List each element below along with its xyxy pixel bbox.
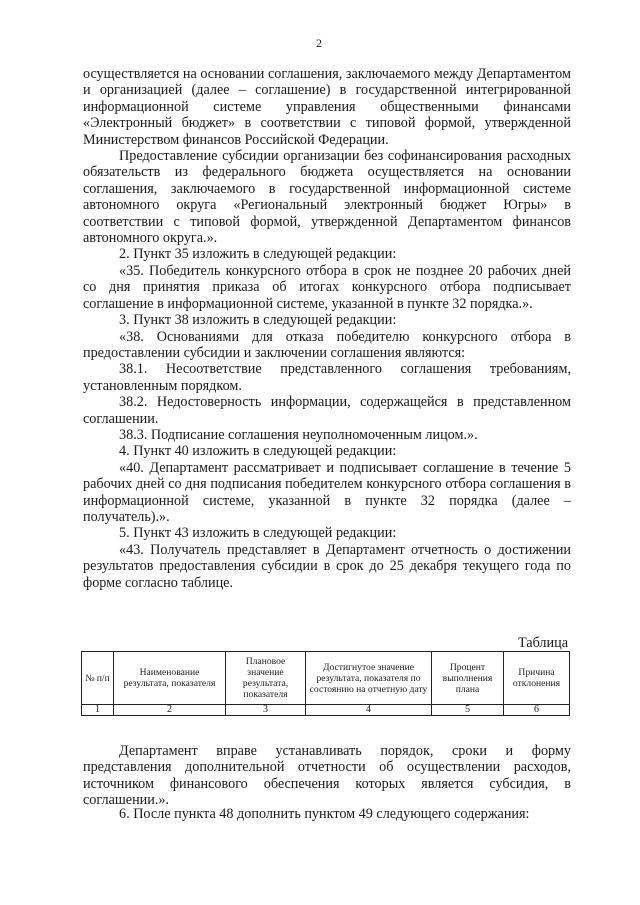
table-header-cell: Процент выполнения плана: [432, 652, 504, 705]
paragraph: 38.2. Недостоверность информации, содержащейся в представленном соглашении.: [83, 394, 571, 427]
table-row: [82, 705, 570, 716]
table-header-cell: Достигнутое значение результата, показателя по состоянию на отчетную дату: [306, 652, 432, 705]
page-number: 2: [316, 36, 322, 50]
paragraph: 2. Пункт 35 изложить в следующей редакции:: [119, 246, 397, 263]
paragraph: «35. Победитель конкурсного отбора в срок не позднее 20 рабочих дней со дня принятия приказа об итогах конкурсного отбора подписывает соглашение в информационной системе, указанной в пункте 32 порядка.».: [83, 262, 571, 312]
table-cell: 6: [504, 705, 570, 716]
paragraph: «40. Департамент рассматривает и подписывает соглашение в течение 5 рабочих дней со дня подписания победителем конкурсного отбора соглашения в информационной системе, указанной в пункте 32 порядка (далее – получатель).».: [83, 459, 571, 525]
table-cell: 5: [432, 705, 504, 716]
table-cell: 4: [306, 705, 432, 716]
paragraph: Предоставление субсидии организации без софинансирования расходных обязательств из федерального бюджета осуществляется на основании соглашения, заключаемого в государственной информационной системе автономного округа «Региональный электронный бюджет Югры» в соответствии с типовой формой, утвержденной Департаментом финансов автономного округа.».: [83, 148, 571, 247]
table-header-cell: Плановое значение результата, показателя: [226, 652, 306, 705]
main-text: [83, 66, 571, 591]
after-table-text: [83, 743, 571, 809]
paragraph: Департамент вправе устанавливать порядок, сроки и форму представления дополнительной отчетности об осуществлении расходов, источником финансового обеспечения которых является субсидия, в соглашении.».: [83, 743, 571, 809]
paragraph: «43. Получатель представляет в Департамент отчетность о достижении результатов предоставления субсидии в срок до 25 декабря текущего года по форме согласно таблице.: [83, 541, 571, 591]
paragraph: 5. Пункт 43 изложить в следующей редакции:: [119, 525, 397, 542]
table-header-row: [82, 652, 570, 705]
table-cell: 2: [114, 705, 226, 716]
results-table: [81, 651, 570, 716]
paragraph: 4. Пункт 40 изложить в следующей редакции:: [119, 443, 397, 460]
paragraph: 3. Пункт 38 изложить в следующей редакции:: [119, 312, 397, 329]
paragraph: 38.3. Подписание соглашения неуполномоченным лицом.».: [119, 426, 478, 443]
table-caption: Таблица: [517, 635, 568, 651]
paragraph: осуществляется на основании соглашения, заключаемого между Департаментом и организацией (далее – соглашение) в государственной интегрированной информационной системе управления общественными финансами «Электронный бюджет» в соответствии с типовой формой, утвержденной Министерством финансов Российской Федерации.: [83, 66, 571, 148]
paragraph: «38. Основаниями для отказа победителю конкурсного отбора в предоставлении субсидии и заключении соглашения являются:: [83, 328, 571, 361]
table-cell: 3: [226, 705, 306, 716]
table-cell: 1: [82, 705, 114, 716]
paragraph: 6. После пункта 48 дополнить пунктом 49 следующего содержания:: [119, 806, 530, 822]
table-header-cell: № п/п: [82, 652, 114, 705]
table-header-cell: Наименование результата, показателя: [114, 652, 226, 705]
paragraph: 38.1. Несоответствие представленного соглашения требованиям, установленным порядком.: [83, 361, 571, 394]
table-header-cell: Причина отклонения: [504, 652, 570, 705]
